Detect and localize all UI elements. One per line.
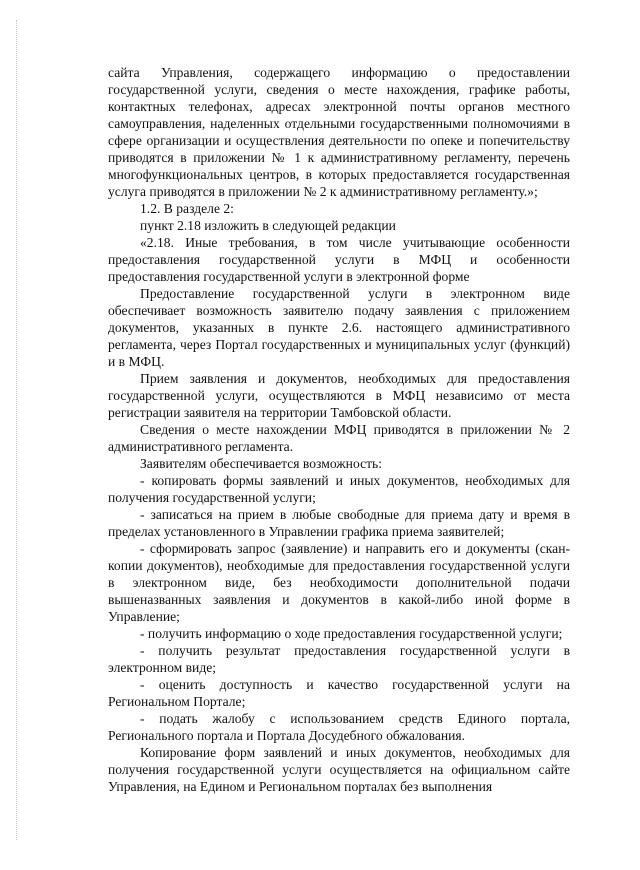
paragraph-218-heading: «2.18. Иные требования, в том числе учитывающие особенности предоставления государственной услуги в МФЦ и особенности предоставления государственной услуги в электронной форме: [108, 235, 570, 284]
list-item-file-complaint: - подать жалобу с использованием средств Единого портала, Регионального портала и Портала Досудебного обжалования.: [108, 711, 570, 743]
paragraph-intro-continuation: сайта Управления, содержащего информацию о предоставлении государственной услуги, сведения о месте нахождения, графике работы, контактных телефонах, адресах электронной почты органов местного самоуправления, наделенных отдельными государственными полномочиями в сфере организации и осуществления деятельности по опеке и попечительству приводятся в приложении № 1 к административному регламенту, перечень многофункциональных центров, в которых предоставляется государственная услуга приводятся в приложении № 2 к административному регламенту.»;: [108, 65, 570, 199]
scan-edge-line: [16, 20, 17, 840]
paragraph-applicant-options: Заявителям обеспечивается возможность:: [140, 456, 383, 471]
list-item-rate-quality: - оценить доступность и качество государственной услуги на Региональном Портале;: [108, 677, 570, 709]
list-item-progress-info: - получить информацию о ходе предоставления государственной услуги;: [140, 626, 563, 641]
paragraph-electronic-service: Предоставление государственной услуги в электронном виде обеспечивает возможность заявителю подачу заявления с приложением документов, указанных в пункте 2.6. настоящего административного регламента, через Портал государственных и муниципальных услуг (функций) и в МФЦ.: [108, 286, 570, 369]
paragraph-mfc-acceptance: Прием заявления и документов, необходимых для предоставления государственной услуги, осуществляются в МФЦ независимо от места регистрации заявителя на территории Тамбовской области.: [108, 371, 570, 420]
document-body: [108, 64, 570, 795]
paragraph-copying-forms: Копирование форм заявлений и иных документов, необходимых для получения государственной услуги осуществляется на официальном сайте Управления, на Едином и Региональном порталах без выполнения: [108, 745, 570, 794]
paragraph-section-change: 1.2. В разделе 2:: [140, 201, 234, 216]
list-item-get-result: - получить результат предоставления государственной услуги в электронном виде;: [108, 643, 570, 675]
list-item-submit-request: - сформировать запрос (заявление) и направить его и документы (скан-копии документов), необходимые для предоставления государственной услуги в электронном виде, без необходимости дополнительной подачи вышеназванных заявления и документов в какой-либо иной форме в Управление;: [108, 541, 570, 624]
paragraph-point-edit: пункт 2.18 изложить в следующей редакции: [140, 218, 396, 233]
list-item-appointment: - записаться на прием в любые свободные для приема дату и время в пределах установленного в Управлении графика приема заявителей;: [108, 507, 570, 539]
list-item-copy-forms: - копировать формы заявлений и иных документов, необходимых для получения государственной услуги;: [108, 473, 570, 505]
paragraph-mfc-location: Сведения о месте нахождении МФЦ приводятся в приложении № 2 административного регламента.: [108, 422, 570, 454]
